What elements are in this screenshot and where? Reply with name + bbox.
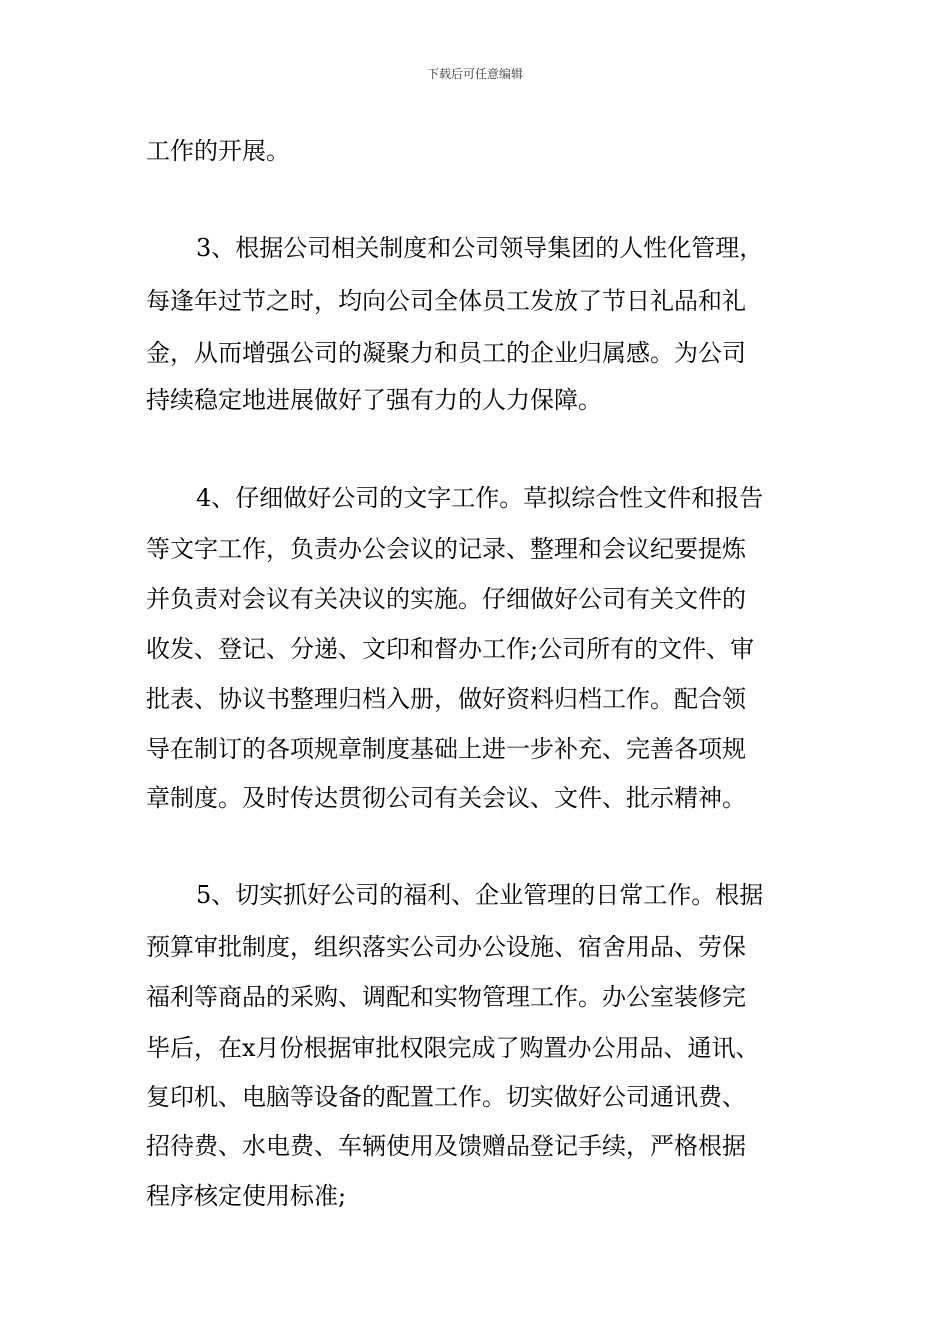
text-line: 批表、协议书整理归档入册，做好资料归档工作。配合领 [146, 685, 746, 713]
text-line: 复印机、电脑等设备的配置工作。切实做好公司通讯费、 [146, 1083, 746, 1111]
text-line: 4、仔细做好公司的文字工作。草拟综合性文件和报告 [196, 484, 764, 512]
text-line: 5、切实抓好公司的福利、企业管理的日常工作。根据 [196, 881, 764, 909]
text-line: 3、根据公司相关制度和公司领导集团的人性化管理， [196, 234, 764, 262]
text-line: 并负责对会议有关决议的实施。仔细做好公司有关文件的 [146, 585, 746, 613]
text-line: 收发、登记、分递、文印和督办工作;公司所有的文件、审 [146, 635, 755, 663]
text-line: 金，从而增强公司的凝聚力和员工的企业归属感。为公司 [146, 339, 746, 367]
page-header: 下载后可任意编辑 [426, 67, 523, 81]
text-line: 每逢年过节之时，均向公司全体员工发放了节日礼品和礼 [146, 287, 746, 315]
text-line: 福利等商品的采购、调配和实物管理工作。办公室装修完 [146, 983, 746, 1011]
text-line: 程序核定使用标准; [146, 1182, 347, 1210]
text-line: 导在制订的各项规章制度基础上进一步补充、完善各项规 [146, 735, 746, 763]
text-line: 章制度。及时传达贯彻公司有关会议、文件、批示精神。 [146, 784, 746, 812]
text-line: 预算审批制度，组织落实公司办公设施、宿舍用品、劳保 [146, 933, 746, 961]
text-line: 持续稳定地进展做好了强有力的人力保障。 [146, 386, 602, 414]
text-line: 毕后，在x月份根据审批权限完成了购置办公用品、通讯、 [146, 1034, 760, 1062]
text-line: 工作的开展。 [146, 137, 290, 165]
text-line: 招待费、水电费、车辆使用及馈赠品登记手续，严格根据 [146, 1132, 746, 1160]
text-line: 等文字工作，负责办公会议的记录、整理和会议纪要提炼 [146, 535, 746, 563]
